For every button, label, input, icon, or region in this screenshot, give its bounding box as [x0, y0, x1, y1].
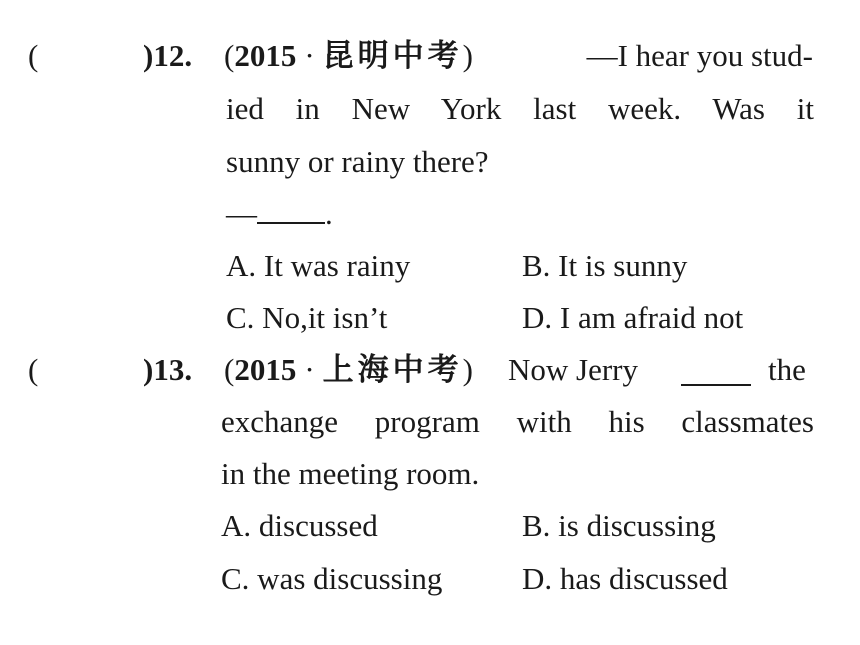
question-number: )13.: [143, 352, 193, 387]
answer-paren-open: (: [28, 352, 39, 387]
stem-line-2: exchange program with his classmates: [221, 404, 814, 439]
answer-blank: [681, 380, 751, 386]
source-year: 2015: [234, 352, 297, 387]
answer-blank: [257, 218, 325, 224]
source-separator: ·: [304, 38, 315, 73]
source-exam: 上海中考: [322, 352, 463, 388]
source-paren-open: (: [224, 38, 235, 73]
stem-line-2: ied in New York last week. Was it: [226, 91, 814, 126]
answer-period: .: [325, 196, 333, 231]
stem-line-1b: the: [768, 352, 806, 387]
stem-line-1a: Now Jerry: [508, 352, 638, 387]
question-source: [224, 40, 473, 72]
option-a: A. discussed: [221, 508, 378, 543]
answer-line: [226, 198, 333, 229]
option-c: C. No,it isn’t: [226, 300, 388, 335]
source-exam: 昆明中考: [322, 38, 463, 74]
source-separator: ·: [304, 352, 315, 387]
option-d: D. I am afraid not: [522, 300, 744, 335]
option-a: A. It was rainy: [226, 248, 411, 283]
question-source: [224, 354, 473, 386]
source-year: 2015: [234, 38, 297, 73]
option-c: C. was discussing: [221, 561, 443, 596]
stem-line-3: in the meeting room.: [221, 456, 480, 491]
source-paren-close: ): [462, 352, 473, 387]
source-paren-open: (: [224, 352, 235, 387]
answer-paren-open: (: [28, 38, 39, 73]
option-b: B. is discussing: [522, 508, 716, 543]
question-number: )12.: [143, 38, 193, 73]
stem-line-3: sunny or rainy there?: [226, 144, 489, 179]
source-paren-close: ): [462, 38, 473, 73]
stem-line-1: —I hear you stud-: [586, 38, 813, 73]
option-d: D. has discussed: [522, 561, 728, 596]
option-b: B. It is sunny: [522, 248, 688, 283]
answer-dash: —: [226, 196, 257, 231]
